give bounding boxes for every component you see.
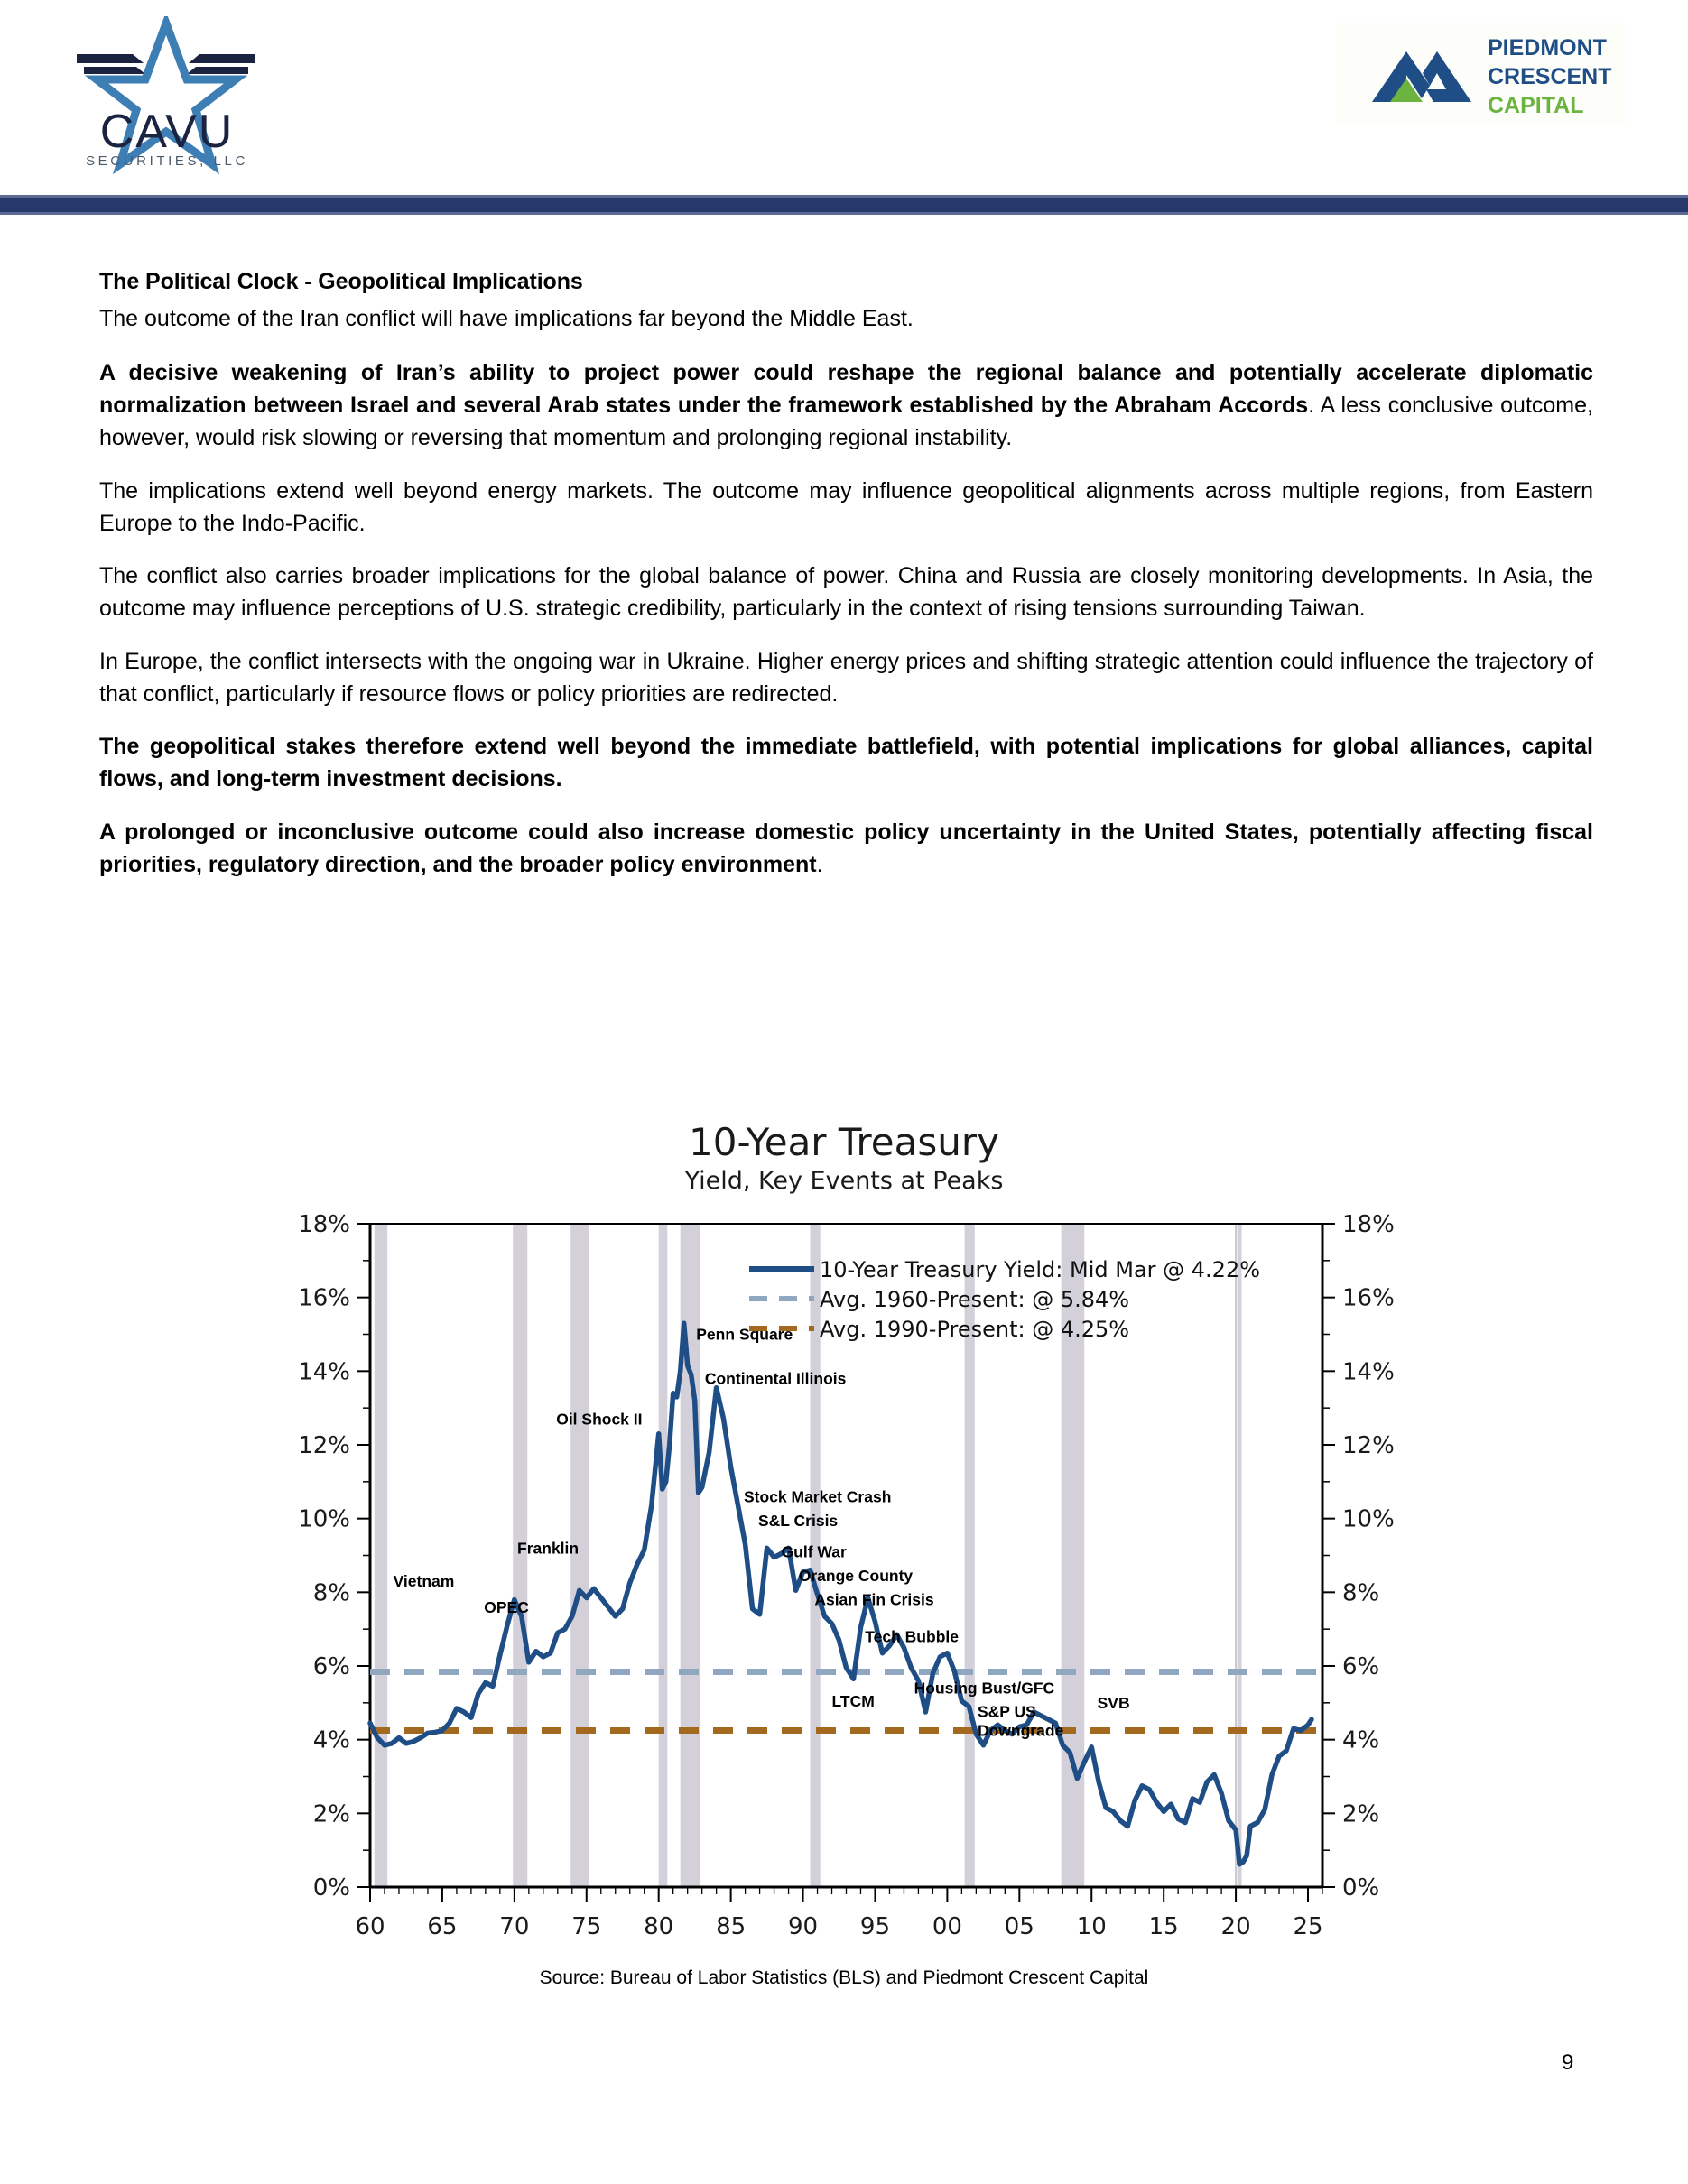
chart-annotation: Continental Illinois bbox=[704, 1369, 847, 1388]
x-axis-label: 15 bbox=[1148, 1913, 1179, 1940]
cavu-wordmark: CAVU bbox=[99, 106, 235, 158]
piedmont-crescent-capital-logo bbox=[1336, 23, 1625, 126]
y-axis-label-left: 8% bbox=[312, 1579, 350, 1607]
x-axis-label: 10 bbox=[1076, 1913, 1107, 1940]
x-axis-label: 90 bbox=[787, 1913, 819, 1940]
paragraph-7 bbox=[99, 816, 1593, 882]
paragraph-7-normal: . bbox=[816, 851, 823, 877]
x-axis-label: 75 bbox=[571, 1913, 602, 1940]
paragraph-4: The conflict also carries broader implications for the global balance of power. China and Russia are closely monitoring developments. In Asia, the outcome may influence perceptions of U.S. strategic credibility, particularly in the context of rising tensions surrounding Taiwan. bbox=[99, 563, 1593, 622]
pcc-line1: PIEDMONT bbox=[1488, 35, 1607, 60]
chart-annotation: Penn Square bbox=[696, 1325, 793, 1344]
x-axis-label: 25 bbox=[1293, 1913, 1323, 1940]
document-body bbox=[99, 267, 1593, 901]
paragraph-3: The implications extend well beyond energy markets. The outcome may influence geopolitical alignments across multiple regions, from Eastern Europe to the Indo-Pacific. bbox=[99, 477, 1593, 536]
y-axis-label-right: 18% bbox=[1342, 1211, 1395, 1238]
y-axis-label-right: 6% bbox=[1342, 1653, 1380, 1680]
y-axis-label-left: 14% bbox=[298, 1358, 350, 1386]
treasury-yield-chart bbox=[0, 1120, 1688, 2026]
y-axis-label-right: 4% bbox=[1342, 1726, 1380, 1754]
chart-plot-area bbox=[0, 1206, 1688, 1955]
recession-band bbox=[1238, 1224, 1242, 1887]
header-divider-bar bbox=[0, 195, 1688, 215]
legend-label: 10-Year Treasury Yield: Mid Mar @ 4.22% bbox=[820, 1257, 1261, 1282]
page-header bbox=[0, 0, 1688, 195]
y-axis-label-right: 12% bbox=[1342, 1432, 1395, 1459]
y-axis-label-left: 16% bbox=[298, 1284, 350, 1312]
chart-annotation: Gulf War bbox=[781, 1542, 847, 1561]
y-axis-label-left: 10% bbox=[298, 1505, 350, 1533]
page-number: 9 bbox=[1562, 2050, 1574, 2075]
legend-label: Avg. 1990-Present: @ 4.25% bbox=[820, 1317, 1130, 1342]
chart-svg bbox=[0, 1206, 1688, 1955]
paragraph-5: In Europe, the conflict intersects with the ongoing war in Ukraine. Higher energy prices and shifting strategic attention could influence the trajectory of that conflict, particularly if resource flows or policy priorities are redirected. bbox=[99, 648, 1593, 707]
chart-annotation: Oil Shock II bbox=[556, 1410, 643, 1429]
chart-annotation: Orange County bbox=[798, 1567, 914, 1586]
legend-label: Avg. 1960-Present: @ 5.84% bbox=[820, 1287, 1130, 1312]
x-axis-label: 65 bbox=[427, 1913, 458, 1940]
paragraph-1: The outcome of the Iran conflict will have implications far beyond the Middle East. bbox=[99, 305, 914, 331]
recession-band bbox=[375, 1224, 387, 1887]
chart-annotation: S&P US bbox=[977, 1702, 1036, 1721]
x-axis-label: 95 bbox=[859, 1913, 891, 1940]
chart-source-note: Source: Bureau of Labor Statistics (BLS) and Piedmont Crescent Capital bbox=[539, 1967, 1149, 1988]
chart-annotation: Tech Bubble bbox=[865, 1627, 959, 1646]
chart-subtitle: Yield, Key Events at Peaks bbox=[684, 1167, 1004, 1195]
pcc-logo-graphic bbox=[1336, 23, 1625, 126]
chart-annotation: LTCM bbox=[831, 1691, 875, 1710]
y-axis-label-right: 0% bbox=[1342, 1874, 1380, 1902]
y-axis-label-left: 2% bbox=[312, 1800, 350, 1828]
chart-annotation: SVB bbox=[1097, 1693, 1130, 1712]
chart-annotation: OPEC bbox=[484, 1597, 529, 1616]
x-axis-label: 00 bbox=[932, 1913, 962, 1940]
x-axis-label: 70 bbox=[499, 1913, 530, 1940]
chart-annotation: S&L Crisis bbox=[757, 1511, 839, 1530]
y-axis-label-left: 12% bbox=[298, 1432, 350, 1459]
chart-annotation: Franklin bbox=[517, 1539, 580, 1558]
paragraph-2-bold: A decisive weakening of Iran’s ability to project power could reshape the regional balance and potentially accelerate diplomatic normalization between Israel and several Arab states under the framework established by the Abraham Accords bbox=[99, 359, 1593, 418]
paragraph-7-bold: A prolonged or inconclusive outcome could also increase domestic policy uncertainty in the United States, potentially affecting fiscal priorities, regulatory direction, and the broader policy environment bbox=[99, 819, 1593, 877]
x-axis-label: 80 bbox=[644, 1913, 674, 1940]
y-axis-label-right: 10% bbox=[1342, 1505, 1395, 1533]
paragraph-2 bbox=[99, 356, 1593, 455]
cavu-tagline: SECURITIES, LLC bbox=[86, 153, 248, 169]
chart-annotation: Downgrade bbox=[977, 1721, 1064, 1740]
y-axis-label-right: 14% bbox=[1342, 1358, 1395, 1386]
x-axis-label: 85 bbox=[716, 1913, 747, 1940]
section-heading: The Political Clock - Geopolitical Implications bbox=[99, 269, 583, 294]
y-axis-label-right: 8% bbox=[1342, 1579, 1380, 1607]
chart-annotation: Housing Bust/GFC bbox=[914, 1679, 1055, 1698]
recession-band bbox=[659, 1224, 668, 1887]
x-axis-label: 05 bbox=[1004, 1913, 1034, 1940]
y-axis-label-right: 16% bbox=[1342, 1284, 1395, 1312]
y-axis-label-left: 0% bbox=[312, 1874, 350, 1902]
paragraph-6: The geopolitical stakes therefore extend well beyond the immediate battlefield, with potential implications for global alliances, capital flows, and long-term investment decisions. bbox=[99, 734, 1593, 792]
cavu-securities-logo bbox=[68, 16, 266, 183]
y-axis-label-left: 18% bbox=[298, 1211, 350, 1238]
x-axis-label: 20 bbox=[1220, 1913, 1251, 1940]
chart-annotation: Stock Market Crash bbox=[744, 1487, 892, 1506]
svg-text:CRESCENT: CRESCENT bbox=[1488, 64, 1612, 89]
y-axis-label-right: 2% bbox=[1342, 1800, 1380, 1828]
x-axis-label: 60 bbox=[355, 1913, 385, 1940]
chart-annotation: Asian Fin Crisis bbox=[814, 1590, 934, 1609]
y-axis-label-left: 4% bbox=[312, 1726, 350, 1754]
y-axis-label-left: 6% bbox=[312, 1653, 350, 1680]
chart-annotation: Vietnam bbox=[393, 1572, 455, 1591]
svg-text:CAPITAL: CAPITAL bbox=[1488, 93, 1584, 118]
paragraph-2-normal: . A less conclusive outcome, however, would risk slowing or reversing that momentum and prolonging regional instability. bbox=[99, 393, 1593, 451]
chart-title: 10-Year Treasury bbox=[689, 1120, 999, 1164]
